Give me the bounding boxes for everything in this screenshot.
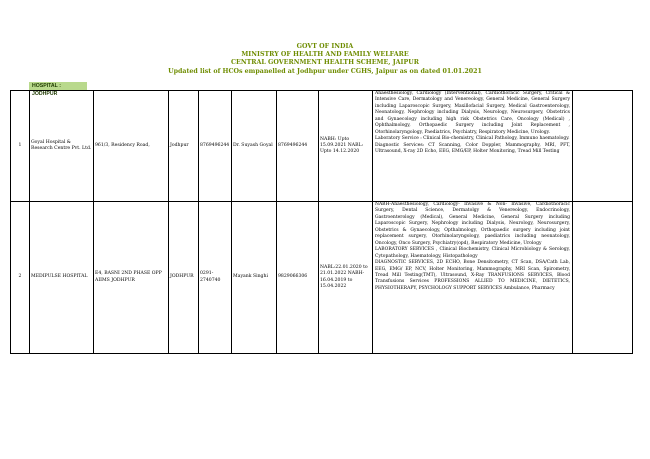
services-specialities: NABH-Anaesthesiology, Cardiology- Invasive & Non- Invasive, Cardiothoracic Surgery, Dental Science, Dermatolgy & Venereology, Endocrinology, Gastroenterology (Medical), General Medicine, General Surgery including Laparoscopic Surgery, Nephrology including Dialysis, Neurology, Neurosurgery, Obstetrics & Gynaecology, Opthalmology, Orthopaedic surgery including joint replacement surgery, Otorhinolaryngology, paediatrics including neonatology, Oncology, Onco Surgery, Psychiatry(opd), Respiratory Medicine, Urology: [375, 202, 570, 246]
section-label: HOSPITAL : JODHPUR: [29, 82, 87, 90]
empty-cell: [573, 202, 633, 354]
contact-mobile: 9829066306: [277, 202, 319, 354]
contact-person: Mayank Singhi: [232, 202, 277, 354]
table-row: [11, 91, 633, 202]
row-sno: 1: [11, 91, 30, 202]
hospital-name: Goyal Hospital & Research Centre Pvt. Ltd.: [30, 91, 94, 202]
services-laboratory: Laboratory Service : Clinical Bio-chemistry, Clinical Pathology, Immuno haematology.: [375, 136, 570, 142]
services-diagnostic: Diagnostic Services: CT Scanning, Color Doppler, Mammography, MRI, PFT, Ultrasound, X-ray 2D Echo, EEG, EMG/EP, Holter Monitoring, Tread Mill Testing: [375, 142, 570, 155]
hospital-address: E4, BASNI 2ND PHASE OPP AIIMS JODHPUR: [94, 202, 169, 354]
services: [373, 91, 573, 202]
hospital-city: Jodhpur: [169, 91, 199, 202]
header-scheme: CENTRAL GOVERNMENT HEALTH SCHEME, JAIPUR: [231, 59, 419, 66]
table-row: [11, 202, 633, 354]
header-list-title: Updated list of HCOs empanelled at Jodhpur under CGHS, Jaipur as on dated 01.01.2021: [168, 68, 482, 75]
header-ministry: MINISTRY OF HEALTH AND FAMILY WELFARE: [241, 51, 409, 58]
header-govt: GOVT OF INDIA: [296, 43, 354, 50]
contact-person: Dr. Suyash Goyal: [232, 91, 277, 202]
services-laboratory: LABORATORY SERVICES , Clinical Biochemistry, Clinical Microbiology & Serology, Cytopathology, Haematology, Histopathology: [375, 247, 570, 259]
hco-table: [10, 90, 633, 354]
contact-mobile: 8769496244: [277, 91, 319, 202]
hospital-phone: 0291-2740740: [199, 202, 232, 354]
hospital-city: JODHPUR: [169, 202, 199, 354]
services: [373, 202, 573, 354]
hospital-phone: 8769496244: [199, 91, 232, 202]
hospital-address: 961/3, Residency Road,: [94, 91, 169, 202]
row-sno: 2: [11, 202, 30, 354]
accreditation: NABL:22.01.2020 to 21.01.2022 NABH- 16.04.2019 to 15.04.2022: [319, 202, 373, 354]
hospital-name: MEDIPULSE HOSPITAL: [30, 202, 94, 354]
services-specialities: Anaesthesiology, Cardiology (Interventional), Cardiothoracic Surgery, Critical & Intensive Care, Dermatology and Venereology, General Medicine, General Surgery including Laparoscopic Surgery, Maxillofacial Surgery, Medical Gastroenterology, Neonatology, Nephrology including Dialysis, Neurology, Neurosurgery, Obstetrics and Gynaecology including high risk Obstetrics Care, Oncology (Medical) , Ophthalmology, Orthopaedic Surgery including Joint Replacement , Otorhinolaryngology, Paediatrics, Psychiatry, Respiratory Medicine, Urology.: [375, 91, 570, 135]
services-diagnostic: DIAGNOSTIC SERVICES, 2D ECHO, Bone Densitometry, CT Scan, DSA/Cath Lab, EEG, EMG/ EP, NCV, Holter Monitoring, Mammography, MRI Scan, Spirometry, Tread Mill Testing(TMT), Ultrasound, X-Ray TRANFUSIONS SERVICES, Blood Transfusions Services PROFESSIONS ALLIED TO MEDICINE, DIETETICS, PHYSIOTHERAPY, PSYCHOLOGY SUPPORT SERVICES Ambulance, Pharmacy: [375, 260, 570, 291]
empty-cell: [573, 91, 633, 202]
accreditation: NABH: Upto 15.09.2021 NABL: Upto 14.12.2020: [319, 91, 373, 202]
